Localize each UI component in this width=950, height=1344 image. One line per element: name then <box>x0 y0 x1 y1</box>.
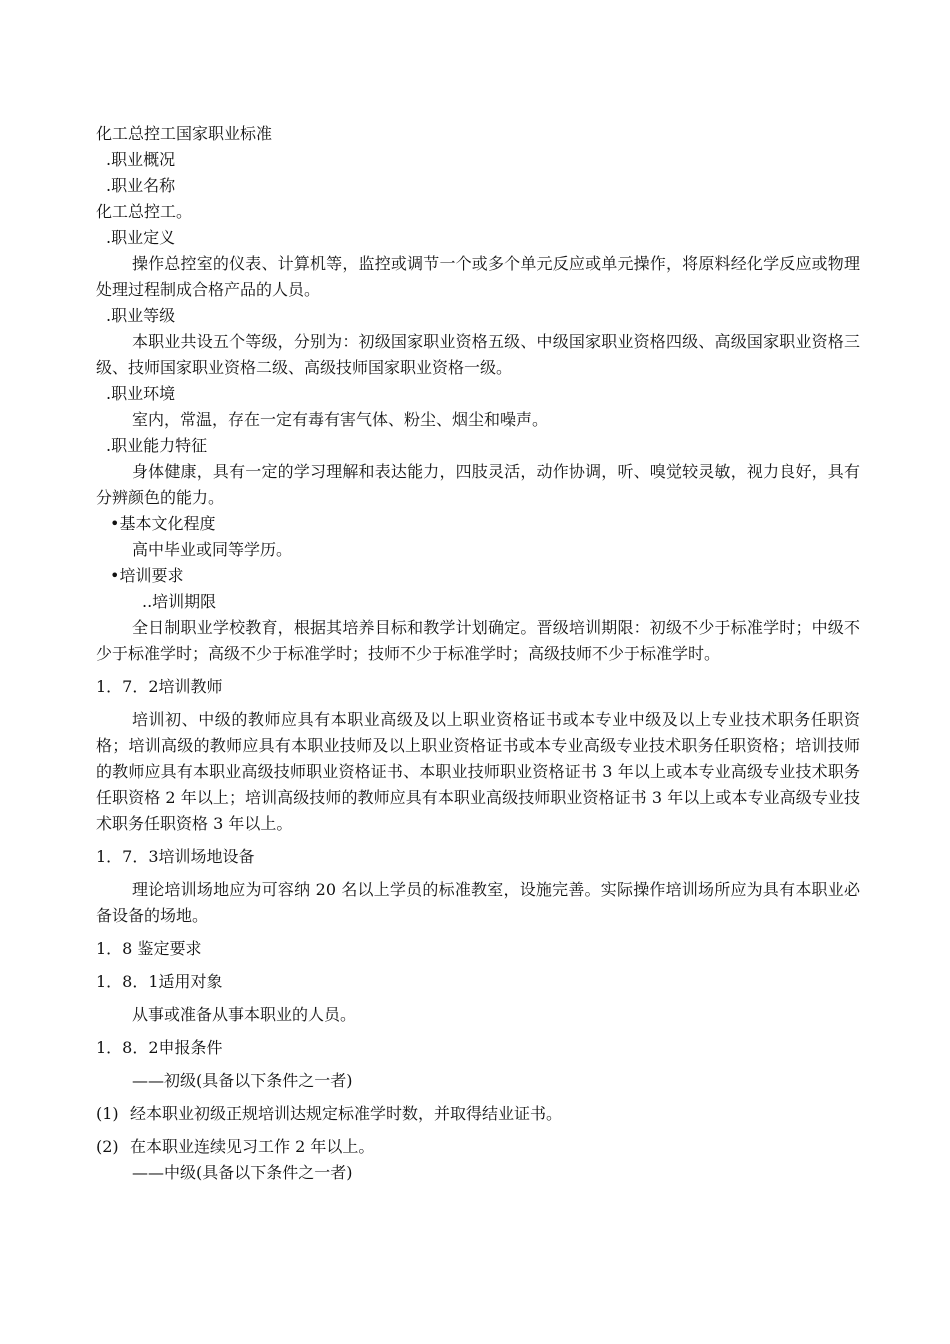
section-overview: .职业概况 <box>106 150 176 169</box>
middle-level-heading: ——中级(具备以下条件之一者) <box>132 1163 353 1182</box>
junior-level-heading: ——初级(具备以下条件之一者) <box>132 1071 353 1090</box>
section-applicable-target: 1．8．1适用对象 <box>96 972 223 991</box>
occupation-name-text: 化工总控工。 <box>96 202 193 221</box>
training-period-paragraph: 全日制职业学校教育，根据其培养目标和教学计划确定。晋级培训期限：初级不少于标准学时；中级不少于标准学时；高级不少于标准学时；技师不少于标准学时；高级技师不少于标准学时。 <box>96 618 860 663</box>
ability-paragraph: 身体健康，具有一定的学习理解和表达能力，四肢灵活，动作协调，听、嗅觉较灵敏，视力良好，具有分辨颜色的能力。 <box>96 462 860 507</box>
target-paragraph: 从事或准备从事本职业的人员。 <box>132 1005 357 1024</box>
section-training-requirements: •培训要求 <box>110 566 184 585</box>
list-item <box>96 1134 860 1160</box>
section-education-level: •基本文化程度 <box>110 514 216 533</box>
list-item-marker: (2) <box>96 1137 119 1156</box>
site-paragraph: 理论培训场地应为可容纳 20 名以上学员的标准教室，设施完善。实际操作培训场所应为具有本职业必备设备的场地。 <box>96 880 860 925</box>
level-paragraph: 本职业共设五个等级，分别为：初级国家职业资格五级、中级国家职业资格四级、高级国家职业资格三级、技师国家职业资格二级、高级技师国家职业资格一级。 <box>96 332 860 377</box>
section-appraisal-requirements: 1．8 鉴定要求 <box>96 939 202 958</box>
section-application-conditions: 1．8．2申报条件 <box>96 1038 223 1057</box>
section-occupation-definition: .职业定义 <box>106 228 176 247</box>
section-training-period: ..培训期限 <box>142 592 217 611</box>
list-item-text: 经本职业初级正规培训达规定标准学时数，并取得结业证书。 <box>130 1104 563 1123</box>
education-paragraph: 高中毕业或同等学历。 <box>132 540 293 559</box>
list-item-text: 在本职业连续见习工作 2 年以上。 <box>130 1137 375 1156</box>
teachers-paragraph: 培训初、中级的教师应具有本职业高级及以上职业资格证书或本专业中级及以上专业技术职务任职资格；培训高级的教师应具有本职业技师及以上职业资格证书或本专业高级专业技术职务任职资格；培训技师的教师应具有本职业高级技师职业资格证书、本职业技师职业资格证书 3 年以上或本专业高级专业技术职务任职资格 2 年以上；培训高级技师的教师应具有本职业高级技师职业资格证书 3 年以上或本专业高级专业技术职务任职资格 3 年以上。 <box>96 710 860 833</box>
section-occupation-name: .职业名称 <box>106 176 176 195</box>
section-ability-features: .职业能力特征 <box>106 436 208 455</box>
section-training-site: 1．7．3培训场地设备 <box>96 847 255 866</box>
definition-paragraph: 操作总控室的仪表、计算机等，监控或调节一个或多个单元反应或单元操作，将原料经化学反应或物理处理过程制成合格产品的人员。 <box>96 254 860 299</box>
document-page <box>96 121 860 1186</box>
document-title: 化工总控工国家职业标准 <box>96 124 273 143</box>
section-occupation-environment: .职业环境 <box>106 384 176 403</box>
list-item <box>96 1101 860 1127</box>
list-item-marker: (1) <box>96 1104 119 1123</box>
environment-paragraph: 室内，常温，存在一定有毒有害气体、粉尘、烟尘和噪声。 <box>132 410 549 429</box>
section-training-teachers: 1．7．2培训教师 <box>96 677 223 696</box>
section-occupation-level: .职业等级 <box>106 306 176 325</box>
